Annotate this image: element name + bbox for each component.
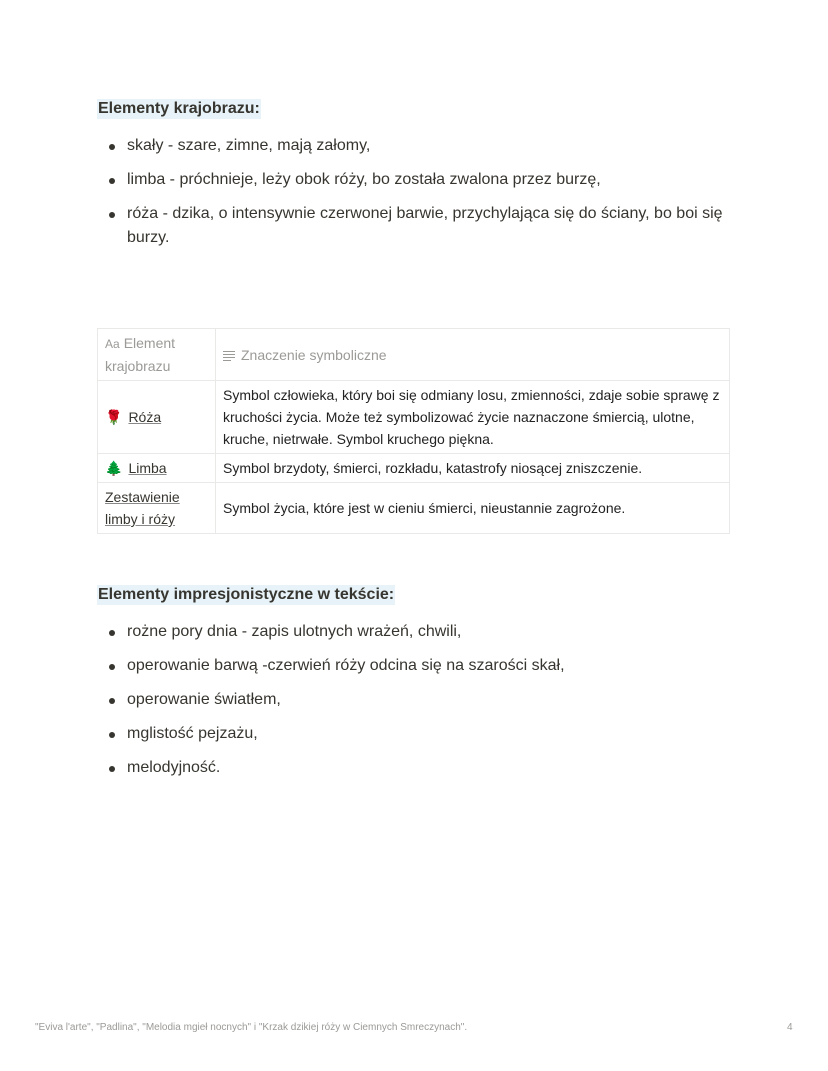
table-row bbox=[98, 483, 730, 534]
text-lines-icon bbox=[223, 351, 235, 361]
landscape-elements-list bbox=[105, 134, 725, 260]
header-element-label: Element krajobrazu bbox=[105, 335, 176, 374]
element-link-roza[interactable]: Róża bbox=[128, 409, 162, 425]
header-meaning-label: Znaczenie symboliczne bbox=[241, 346, 387, 363]
page-number: 4 bbox=[787, 1022, 793, 1033]
section-heading-landscape: Elementy krajobrazu: bbox=[98, 100, 260, 117]
list-item: operowanie barwą -czerwień róży odcina się na szarości skał, bbox=[105, 654, 725, 678]
list-item: skały - szare, zimne, mają załomy, bbox=[105, 134, 725, 158]
element-cell bbox=[98, 483, 216, 534]
header-meaning[interactable] bbox=[216, 329, 730, 381]
symbolism-table bbox=[97, 328, 730, 534]
list-item: mglistość pejzażu, bbox=[105, 722, 725, 746]
meaning-cell: Symbol brzydoty, śmierci, rozkładu, katastrofy niosącej zniszczenie. bbox=[216, 454, 730, 483]
section-heading-impressionism: Elementy impresjonistyczne w tekście: bbox=[98, 586, 395, 603]
rose-icon: 🌹 bbox=[105, 409, 123, 425]
header-element[interactable] bbox=[98, 329, 216, 381]
text-property-icon: Aa bbox=[105, 337, 120, 351]
footer-note: "Eviva l'arte", "Padlina", "Melodia mgieł nocnych" i "Krzak dzikiej róży w Ciemnych Smreczynach". bbox=[35, 1022, 468, 1033]
list-item: rożne pory dnia - zapis ulotnych wrażeń, chwili, bbox=[105, 620, 725, 644]
list-item: limba - próchnieje, leży obok róży, bo została zwalona przez burzę, bbox=[105, 168, 725, 192]
element-cell bbox=[98, 454, 216, 483]
table-header-row bbox=[98, 329, 730, 381]
table-row bbox=[98, 381, 730, 454]
meaning-cell: Symbol życia, które jest w cieniu śmierci, nieustannie zagrożone. bbox=[216, 483, 730, 534]
evergreen-tree-icon: 🌲 bbox=[105, 460, 123, 476]
list-item: róża - dzika, o intensywnie czerwonej barwie, przychylająca się do ściany, bo boi się burzy. bbox=[105, 202, 725, 250]
element-link-limba[interactable]: Limba bbox=[128, 460, 167, 476]
list-item: melodyjność. bbox=[105, 756, 725, 780]
element-cell bbox=[98, 381, 216, 454]
meaning-cell: Symbol człowieka, który boi się odmiany losu, zmienności, zdaje sobie sprawę z kruchości życia. Może też symbolizować życie naznaczone śmiercią, ulotne, kruche, nietrwałe. Symbol kruchego piękna. bbox=[216, 381, 730, 454]
element-link-zestawienie[interactable]: Zestawienie limby i róży bbox=[105, 489, 180, 527]
table-row bbox=[98, 454, 730, 483]
impressionist-elements-list bbox=[105, 620, 725, 790]
list-item: operowanie światłem, bbox=[105, 688, 725, 712]
